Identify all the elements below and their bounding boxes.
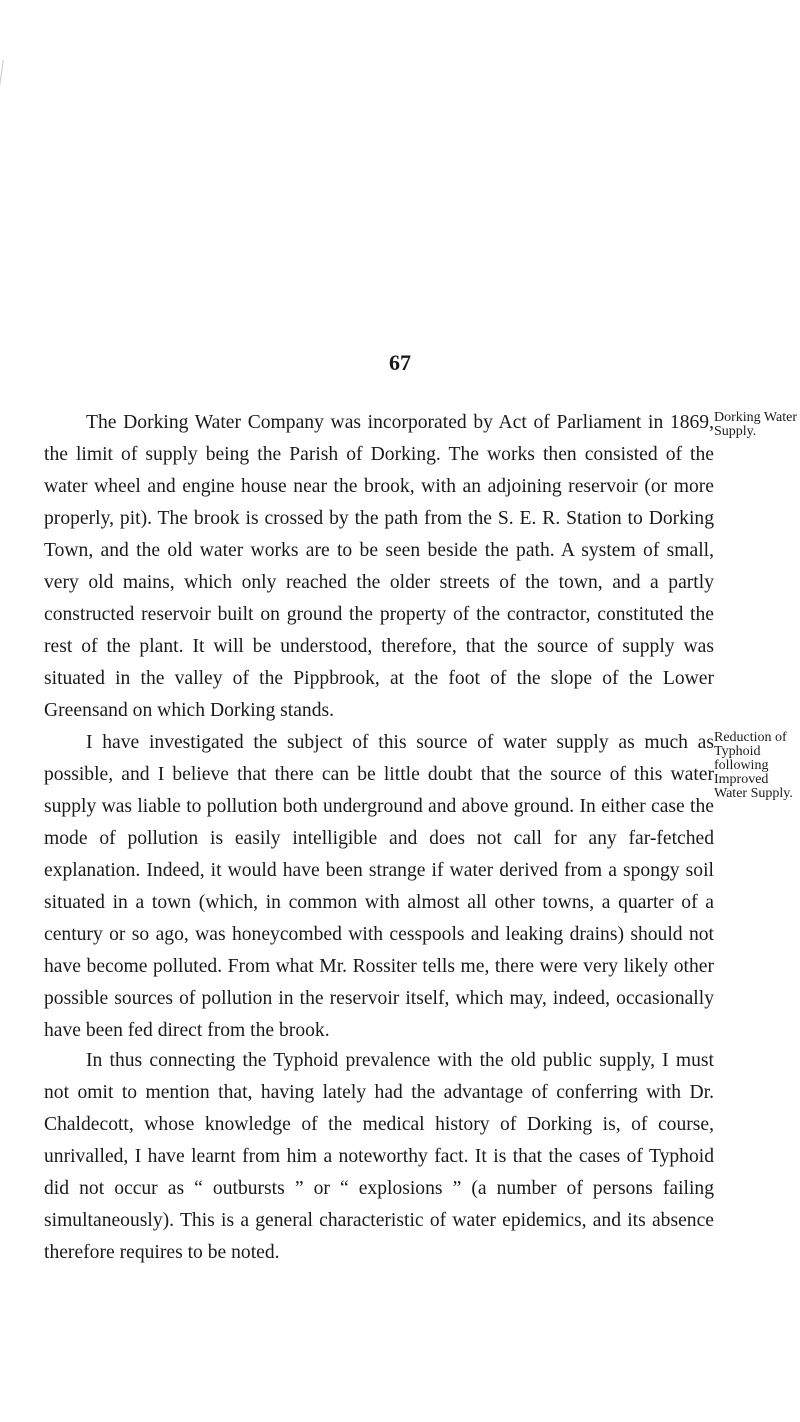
paragraph-dorking-water-company: The Dorking Water Company was incorporated by Act of Parliament in 1869, the limit of supply being the Parish of Dorking. The works then consisted of the water wheel and engine house near the brook, with an adjoining reservoir (or more properly, pit). The brook is crossed by the path from the S. E. R. Station to Dorking Town, and the old water works are to be seen beside the path. A system of small, very old mains, which only reached the older streets of the town, and a partly constructed reservoir built on ground the property of the contractor, constituted the rest of the plant. It will be understood, therefore, that the source of supply was situated in the valley of the Pippbrook, at the foot of the slope of the Lower Greensand on which Dorking stands. [44, 412, 714, 721]
paragraph-typhoid-prevalence: In thus connecting the Typhoid prevalence with the old public supply, I must not omit to mention that, having lately had the advantage of conferring with Dr. Chaldecott, whose knowledge of the medical history of Dorking is, of course, unrivalled, I have learnt from him a noteworthy fact. It is that the cases of Typhoid did not occur as “ outbursts ” or “ explosions ” (a number of persons failing simultaneously). This is a general characteristic of water epidemics, and its absence therefore requires to be noted. [44, 1050, 714, 1263]
page-edge-mark [0, 60, 12, 101]
sidenote-reduction-of-typhoid: Reduction of Typhoid following Improved Water Supply. [714, 730, 793, 801]
paragraph-pollution-investigation: I have investigated the subject of this source of water supply as much as possible, and I believe that there can be little doubt that the source of this water supply was liable to pollution both underground and above ground. In either case the mode of pollution is easily intelligible and does not call for any far-fetched explanation. Indeed, it would have been strange if water derived from a spongy soil situated in a town (which, in common with almost all other towns, a quarter of a century or so ago, was honeycombed with cesspools and leaking drains) should not have become polluted. From what Mr. Rossiter tells me, there were very likely other possible sources of pollution in the reservoir itself, which may, indeed, occasionally have been fed direct from the brook. [44, 732, 714, 1041]
sidenote-dorking-water-supply: Dorking Water Supply. [714, 410, 797, 439]
page-number: 67 [389, 350, 411, 375]
